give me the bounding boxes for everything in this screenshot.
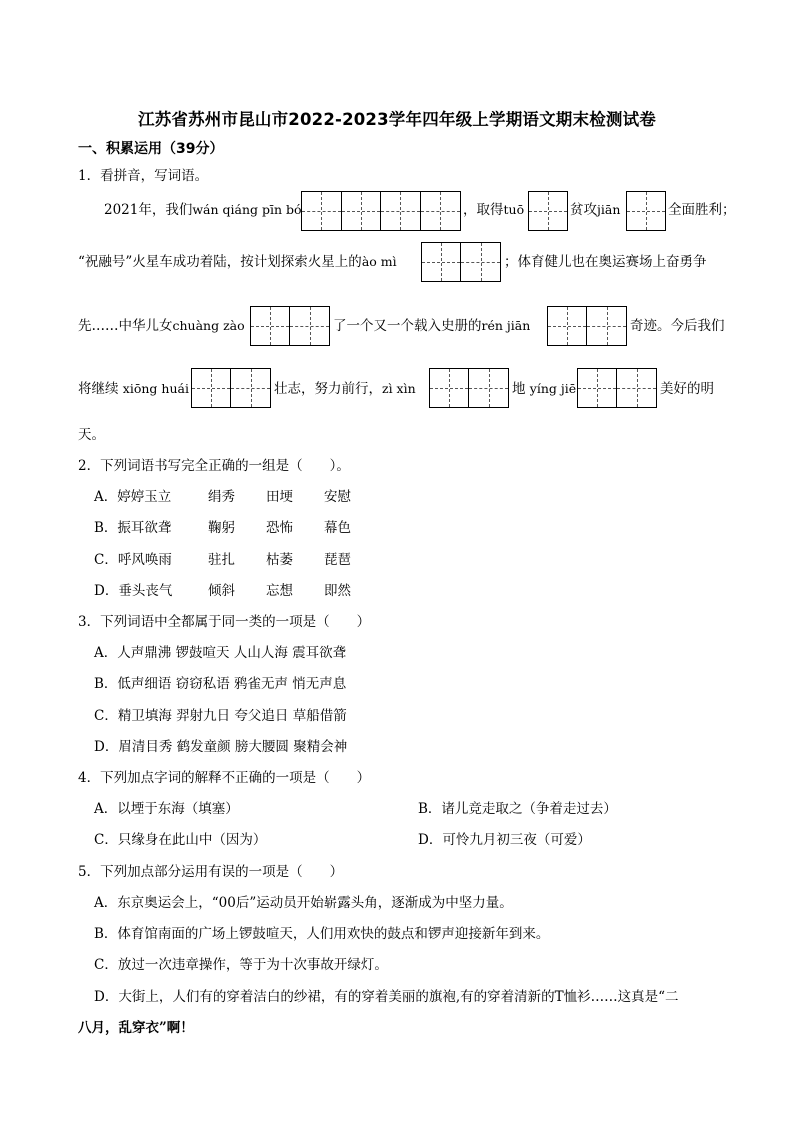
answer-box-chuangzao[interactable] <box>250 306 330 346</box>
q3-option-a[interactable]: A．人声鼎沸 锣鼓喧天 人山人海 震耳欲聋 <box>94 645 347 661</box>
question-1-stem: 1．看拼音，写词语。 <box>78 168 209 184</box>
q1-line-3 <box>78 316 245 336</box>
q1-text: 2021年，我们 <box>104 202 193 218</box>
answer-box-xionghuai[interactable] <box>191 368 271 408</box>
q2-word: 枯萎 <box>266 552 293 568</box>
q1-text: 地 <box>512 381 526 397</box>
q1-text: 贫攻 <box>570 202 597 218</box>
q3-option-b[interactable]: B．低声细语 窃窃私语 鸦雀无声 悄无声息 <box>94 676 347 692</box>
q2-word: B．振耳欲聋 <box>94 520 172 536</box>
q2-word: A．婷婷玉立 <box>94 489 172 505</box>
q2-word: 安慰 <box>324 489 351 505</box>
question-5-stem: 5．下列加点部分运用有误的一项是（ ） <box>78 864 344 880</box>
q4-option-a[interactable]: A．以堙于东海（填塞） <box>94 801 239 817</box>
answer-box-aomi[interactable] <box>421 242 501 282</box>
answer-box-zixin[interactable] <box>429 368 509 408</box>
q1-text: “祝融号”火星车成功着陆，按计划探索火星上的 <box>78 254 362 270</box>
pinyin-prompt: chuàng zào <box>172 318 245 333</box>
q4-option-d[interactable]: D．可怜九月初三夜（可爱） <box>418 832 591 848</box>
q2-word: C．呼风唤雨 <box>94 552 172 568</box>
q3-option-c[interactable]: C．精卫填海 羿射九日 夸父追日 草船借箭 <box>94 708 347 724</box>
answer-box-renjian[interactable] <box>547 306 627 346</box>
pinyin-prompt: jiān <box>597 202 621 217</box>
q1-text: 将继续 <box>78 381 119 397</box>
pinyin-prompt: yíng jiē <box>529 381 577 396</box>
q2-word: 忘想 <box>266 583 293 599</box>
q2-word: 幕色 <box>324 520 351 536</box>
q4-option-c[interactable]: C．只缘身在此山中（因为） <box>94 832 267 848</box>
pinyin-prompt: ào mì <box>361 254 397 269</box>
q5-option-c[interactable]: C．放过一次违章操作，等于为十次事故开绿灯。 <box>94 957 388 973</box>
q2-option-c[interactable] <box>94 550 351 570</box>
q1-text: 先……中华儿女 <box>78 318 173 334</box>
q2-word: 即然 <box>324 583 351 599</box>
q5-option-d-continued: 八月，乱穿衣”啊！ <box>78 1020 194 1036</box>
q2-word: 倾斜 <box>208 583 235 599</box>
q1-line-1c <box>570 200 620 220</box>
answer-box-jian[interactable] <box>626 191 666 231</box>
q2-word: 鞠躬 <box>208 520 235 536</box>
q1-line-4 <box>78 379 189 399</box>
q2-word: 绢秀 <box>208 489 235 505</box>
section-heading: 一、积累运用（39分） <box>78 141 224 157</box>
q2-word: D．垂头丧气 <box>94 583 173 599</box>
q1-line-3c: 奇迹。今后我们 <box>630 318 725 334</box>
q1-line-4c <box>512 379 576 399</box>
q2-word: 琵琶 <box>324 552 351 568</box>
q2-word: 驻扎 <box>208 552 235 568</box>
q5-option-b[interactable]: B．体育馆南面的广场上锣鼓喧天，人们用欢快的鼓点和锣声迎接新年到来。 <box>94 926 550 942</box>
q5-option-a[interactable]: A．东京奥运会上，“00后”运动员开始崭露头角，逐渐成为中坚力量。 <box>94 895 513 911</box>
answer-box-yingjie[interactable] <box>577 368 657 408</box>
q1-line-5: 天。 <box>78 427 105 443</box>
q3-option-d[interactable]: D．眉清目秀 鹤发童颜 膀大腰圆 聚精会神 <box>94 739 348 755</box>
q1-line-3b <box>333 316 530 336</box>
q2-word: 田埂 <box>266 489 293 505</box>
question-2-stem: 2．下列词语书写完全正确的一组是（ ）。 <box>78 458 350 474</box>
q2-word: 恐怖 <box>266 520 293 536</box>
answer-box-tuo[interactable] <box>528 191 568 231</box>
pinyin-prompt: rén jiān <box>481 318 531 333</box>
pinyin-prompt: tuō <box>503 202 525 217</box>
q2-option-a[interactable] <box>94 487 351 507</box>
page-title: 江苏省苏州市昆山市2022-2023学年四年级上学期语文期末检测试卷 <box>138 110 656 129</box>
q2-option-b[interactable] <box>94 518 351 538</box>
pinyin-prompt: zì xìn <box>382 381 416 396</box>
q1-text: ，取得 <box>463 202 504 218</box>
q1-text: 壮志，努力前行， <box>274 381 382 397</box>
q5-option-d[interactable]: D．大街上，人们有的穿着洁白的纱裙，有的穿着美丽的旗袍,有的穿着清新的T恤衫……这真是“二 <box>94 989 679 1005</box>
q1-line-4d: 美好的明 <box>660 381 714 397</box>
q2-option-d[interactable] <box>94 581 351 601</box>
pinyin-prompt: xiōng huái <box>122 381 189 396</box>
pinyin-prompt: wán qiáng pīn bó <box>192 202 302 217</box>
q1-line-4b <box>274 379 416 399</box>
q1-line-2b: ；体育健儿也在奥运赛场上奋勇争 <box>504 254 707 270</box>
answer-box-wanqiangpinbo[interactable] <box>301 191 461 231</box>
q1-line-1b <box>463 200 524 220</box>
question-4-stem: 4．下列加点字词的解释不正确的一项是（ ） <box>78 770 371 786</box>
q1-line-2 <box>78 252 397 272</box>
q1-line-1 <box>104 200 302 220</box>
question-3-stem: 3．下列词语中全都属于同一类的一项是（ ） <box>78 614 371 630</box>
q1-line-1d: 全面胜利； <box>668 202 736 218</box>
q1-text: 了一个又一个载入史册的 <box>333 318 482 334</box>
q4-option-b[interactable]: B．诸儿竞走取之（争着走过去） <box>418 801 617 817</box>
